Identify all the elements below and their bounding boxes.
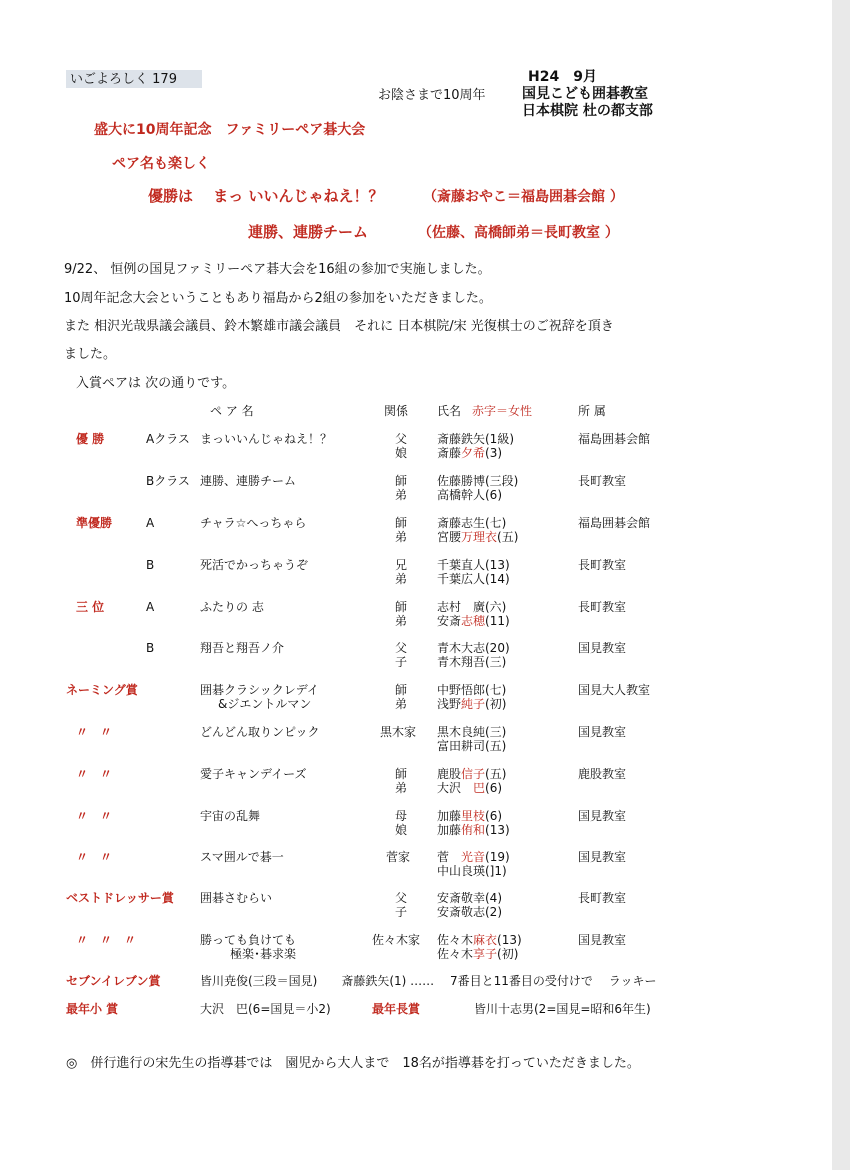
winner-affiliation: （斎藤おやこ＝福島囲碁会館 ）	[423, 189, 624, 205]
player-2-rank: (初)	[485, 697, 507, 711]
player-2: 高橋幹人(6)	[437, 488, 502, 502]
player-2	[437, 824, 510, 836]
player-2	[437, 447, 502, 459]
org-name-2: 日本棋院 杜の都支部	[522, 103, 653, 119]
pair-name: スマ囲ルで碁一	[200, 850, 284, 864]
header-date: H24 9月	[528, 69, 597, 85]
club-name: 国見教室	[578, 850, 627, 864]
pair-name: 死活でかっちゃうぞ	[200, 558, 309, 572]
player-1-name: 佐々木	[437, 933, 474, 947]
player-2-name: 大沢	[437, 781, 474, 795]
youngest-award-text: 大沢 巴(6=国見＝小2)	[200, 1002, 331, 1016]
player-1-name-female: 光音	[461, 850, 486, 864]
player-1	[437, 851, 510, 863]
relation-1: 兄	[395, 558, 408, 572]
award-label: 優 勝	[76, 432, 105, 446]
award-ditto: 〃 〃 〃	[76, 933, 137, 947]
player-2-name: 斎藤	[437, 446, 462, 460]
player-2-name: 加藤	[437, 823, 462, 837]
award-label: ネーミング賞	[66, 683, 138, 697]
body-paragraph-1: 9/22、 恒例の国見ファミリーペア碁大会を16組の参加で実施しました。	[64, 262, 491, 277]
player-2-name: 宮腰	[437, 530, 462, 544]
club-name: 国見大人教室	[578, 683, 651, 697]
relation-2: 子	[395, 905, 408, 919]
club-name: 国見教室	[578, 809, 627, 823]
club-name: 国見教室	[578, 641, 627, 655]
player-2-name: 佐々木	[437, 947, 474, 961]
seven-eleven-award-text: 皆川尭俊(三段＝国見) 斎藤鉄矢(1) …… 7番目と11番目の受付けで ラッキー	[200, 974, 657, 988]
player-2: 千葉広人(14)	[437, 572, 510, 586]
award-label: 準優勝	[76, 516, 113, 530]
player-2: 富田耕司(五)	[437, 739, 507, 753]
player-2: 中山良瑛(]1)	[437, 864, 507, 878]
pair-name-line-2: &ジエントルマン	[218, 697, 312, 711]
player-1: 千葉直人(13)	[437, 558, 510, 572]
player-2-name-female: 万理衣	[461, 530, 498, 544]
player-1-rank: (五)	[485, 767, 507, 781]
relation-2: 弟	[395, 697, 408, 711]
relation-1: 師	[395, 516, 408, 530]
pair-name: 囲碁さむらい	[200, 891, 273, 905]
player-2-name-female: 侑和	[461, 823, 486, 837]
pair-name: 愛子キャンデイーズ	[200, 767, 307, 781]
col-header-pair: ペ ア 名	[210, 404, 254, 418]
class-label: A	[146, 600, 155, 614]
relation-1: 師	[395, 767, 408, 781]
player-2	[437, 948, 518, 960]
body-paragraph-4: 入賞ペアは 次の通りです。	[76, 376, 236, 391]
pair-name-line-2: 極楽･碁求楽	[230, 947, 297, 961]
player-1	[437, 768, 506, 780]
player-2-rank: (6)	[485, 781, 503, 795]
pair-name: ふたりの 志	[200, 600, 264, 614]
club-name: 長町教室	[578, 558, 627, 572]
streak-affiliation: （佐藤、高橋師弟＝長町教室 ）	[418, 225, 619, 241]
oldest-award-label: 最年長賞	[372, 1002, 421, 1016]
player-2-name-female: 巴	[473, 781, 486, 795]
club-name: 福島囲碁会館	[578, 432, 651, 446]
pair-name: 勝っても負けても	[200, 933, 297, 947]
award-label: ベストドレッサー賞	[66, 891, 174, 905]
relation-1: 師	[395, 683, 408, 697]
relation-1: 父	[395, 891, 408, 905]
relation-2: 弟	[395, 614, 408, 628]
player-2	[437, 698, 506, 710]
winner-headline: 優勝は まっ いいんじゃねえ！？	[148, 187, 384, 205]
player-1: 青木大志(20)	[437, 641, 510, 655]
body-paragraph-3a: また 相沢光哉県議会議員、鈴木繁雄市議会議員 それに 日本棋院/宋 光復棋士のご祝辞を頂き	[64, 319, 614, 334]
player-2: 青木翔吾(三)	[437, 655, 507, 669]
relation-2: 弟	[395, 488, 408, 502]
org-name-1: 国見こども囲碁教室	[522, 86, 648, 102]
player-1-name-female: 麻衣	[473, 933, 498, 947]
club-name: 福島囲碁会館	[578, 516, 651, 530]
award-ditto: 〃 〃	[76, 850, 113, 864]
club-name: 長町教室	[578, 474, 627, 488]
page-edge-shadow	[832, 0, 850, 1170]
oldest-award-text: 皆川十志男(2=国見=昭和6年生)	[474, 1002, 651, 1016]
club-name: 国見教室	[578, 725, 627, 739]
body-paragraph-3b: ました。	[64, 347, 117, 362]
player-1: 志村 廣(六)	[437, 600, 507, 614]
player-1: 黒木良純(三)	[437, 725, 507, 739]
relation-2: 子	[395, 655, 408, 669]
player-1: 安斎敬幸(4)	[437, 891, 502, 905]
player-1-name-female: 信子	[461, 767, 486, 781]
award-ditto: 〃 〃	[76, 767, 113, 781]
award-ditto: 〃 〃	[76, 809, 113, 823]
pair-name: 翔吾と翔吾ノ介	[200, 641, 285, 655]
player-1-name: 鹿股	[437, 767, 462, 781]
player-2-rank: (11)	[485, 614, 510, 628]
class-label: Bクラス	[146, 474, 190, 488]
player-1-name-female: 里枝	[461, 809, 486, 823]
youngest-award-label: 最年小 賞	[66, 1002, 119, 1016]
relation-1: 師	[395, 600, 408, 614]
relation-1: 母	[395, 809, 408, 823]
event-title: 盛大に10周年記念 ファミリーペア碁大会	[94, 122, 366, 138]
relation-1: 菅家	[386, 850, 411, 864]
player-1-name: 菅	[437, 850, 462, 864]
pair-name: 宇宙の乱舞	[200, 809, 261, 823]
player-2	[437, 615, 510, 627]
player-2-rank: (13)	[485, 823, 510, 837]
player-2-name: 安斎	[437, 614, 462, 628]
player-1-name: 加藤	[437, 809, 462, 823]
player-2-rank: (初)	[497, 947, 519, 961]
player-2	[437, 531, 518, 543]
player-2-name-female: 純子	[461, 697, 486, 711]
club-name: 長町教室	[578, 891, 627, 905]
class-label: B	[146, 558, 155, 572]
player-2-name-female: 夕希	[461, 446, 486, 460]
event-subtitle: ペア名も楽しく	[112, 156, 210, 172]
award-ditto: 〃 〃	[76, 725, 113, 739]
club-name: 国見教室	[578, 933, 627, 947]
issue-number: 179	[152, 72, 177, 87]
relation-1: 師	[395, 474, 408, 488]
pair-name: チャラ☆へっちゃら	[200, 516, 307, 530]
player-2	[437, 782, 502, 794]
player-1-rank: (6)	[485, 809, 503, 823]
player-1: 佐藤勝博(三段)	[437, 474, 519, 488]
player-1: 斎藤志生(七)	[437, 516, 507, 530]
player-1-rank: (13)	[497, 933, 522, 947]
streak-headline: 連勝、連勝チーム	[248, 223, 369, 241]
player-1: 中野悟郎(七)	[437, 683, 507, 697]
newsletter-title: いごよろしく	[70, 72, 149, 87]
club-name: 鹿股教室	[578, 767, 627, 781]
class-label: A	[146, 516, 155, 530]
player-2-name-female: 享子	[473, 947, 498, 961]
col-header-relation: 関係	[384, 404, 409, 418]
class-label: B	[146, 641, 155, 655]
player-1	[437, 810, 502, 822]
player-2-name: 浅野	[437, 697, 462, 711]
newsletter-tag	[66, 70, 202, 88]
relation-1: 父	[395, 641, 408, 655]
pair-name: 連勝、連勝チーム	[200, 474, 297, 488]
relation-2: 娘	[395, 823, 408, 837]
relation-2: 弟	[395, 781, 408, 795]
col-header-club: 所 属	[578, 404, 606, 418]
anniversary-text: お陰さまで10周年	[378, 88, 486, 103]
relation-2: 弟	[395, 530, 408, 544]
pair-name: どんどん取りンピック	[200, 725, 320, 739]
player-2-rank: (五)	[497, 530, 519, 544]
player-1: 斎藤鉄矢(1級)	[437, 432, 514, 446]
relation-1: 佐々木家	[372, 933, 421, 947]
player-1-rank: (19)	[485, 850, 510, 864]
player-2-name-female: 志穂	[461, 614, 486, 628]
player-1	[437, 934, 522, 946]
club-name: 長町教室	[578, 600, 627, 614]
relation-2: 弟	[395, 572, 408, 586]
body-paragraph-2: 10周年記念大会ということもあり福島から2組の参加をいただきました。	[64, 291, 492, 306]
award-label: 三 位	[76, 600, 105, 614]
col-header-note: 赤字＝女性	[472, 404, 533, 418]
seven-eleven-award-label: セブンイレブン賞	[66, 974, 161, 988]
pair-name: 囲碁クラシックレデイ	[200, 683, 319, 697]
col-header-name: 氏名	[437, 404, 462, 418]
relation-1: 黒木家	[380, 725, 417, 739]
pair-name: まっいいんじゃねえ！？	[200, 432, 333, 446]
footer-note: ◎ 併行進行の宋先生の指導碁では 園児から大人まで 18名が指導碁を打っていただきました。	[66, 1056, 640, 1071]
player-2-rank: (3)	[485, 446, 503, 460]
relation-2: 娘	[395, 446, 408, 460]
player-2: 安斎敬志(2)	[437, 905, 502, 919]
class-label: Aクラス	[146, 432, 190, 446]
relation-1: 父	[395, 432, 408, 446]
